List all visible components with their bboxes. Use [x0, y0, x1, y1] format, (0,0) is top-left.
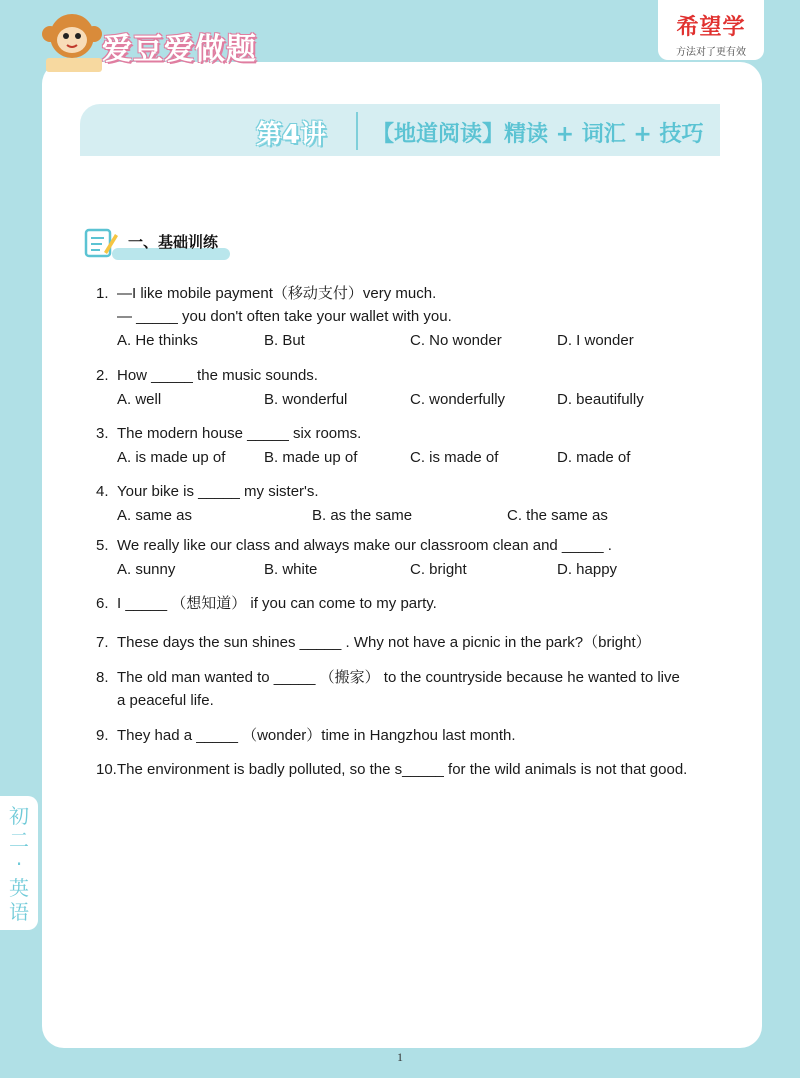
question-text: We really like our class and always make our classroom clean and _____ .: [117, 537, 612, 554]
question-number: 8.: [96, 669, 109, 686]
side-tab-char: 语: [9, 900, 29, 924]
option-c: C. bright: [410, 561, 467, 578]
side-tab-char: 英: [9, 876, 29, 900]
option-b: B. wonderful: [264, 391, 348, 408]
question-text: How _____ the music sounds.: [117, 367, 318, 384]
question-text: The modern house _____ six rooms.: [117, 425, 362, 442]
option-b: B. made up of: [264, 449, 358, 466]
logo-title: 爱豆爱做题: [102, 32, 257, 67]
side-tab-char: 二: [9, 828, 29, 852]
option-a: A. well: [117, 391, 162, 408]
question-text: a peaceful life.: [117, 692, 214, 709]
option-b: B. But: [264, 332, 305, 349]
grade-subject-tab: [0, 796, 38, 930]
option-c: C. No wonder: [410, 332, 502, 349]
side-tab-char: 初: [9, 804, 29, 828]
side-tab-char: ·: [15, 852, 23, 876]
question-number: 9.: [96, 727, 109, 744]
question-text: — _____ you don't often take your wallet with you.: [117, 308, 452, 325]
lecture-number: 第4讲: [256, 120, 327, 150]
banner-divider: [356, 112, 358, 150]
option-d: D. beautifully: [557, 391, 644, 408]
question-text: —I like mobile payment（移动支付）very much.: [117, 285, 437, 302]
option-d: D. made of: [557, 449, 631, 466]
question-text: These days the sun shines _____ . Why not have a picnic in the park?（bright）: [117, 634, 651, 651]
monkey-mascot-icon: [38, 8, 108, 78]
section-header: [84, 226, 244, 266]
question-number: 7.: [96, 634, 109, 651]
brand-tab: [658, 0, 764, 60]
brand-slogan: 方法对了更有效: [676, 47, 746, 58]
question-number: 5.: [96, 537, 109, 554]
section-title: 一、基础训练: [128, 233, 219, 251]
question-number: 3.: [96, 425, 109, 442]
lecture-topic: 【地道阅读】精读 + 词汇 + 技巧: [372, 122, 704, 147]
option-a: A. He thinks: [117, 332, 198, 349]
option-b: B. as the same: [312, 507, 413, 524]
question-number: 1.: [96, 285, 109, 302]
question-text: I _____ （想知道） if you can come to my party.: [117, 595, 437, 612]
page-number: 1: [397, 1050, 403, 1064]
option-c: C. wonderfully: [410, 391, 506, 408]
question-number: 10.: [96, 761, 117, 778]
logo: [38, 8, 308, 78]
option-d: D. I wonder: [557, 332, 634, 349]
option-a: A. same as: [117, 507, 193, 524]
question-number: 6.: [96, 595, 109, 612]
option-c: C. the same as: [507, 507, 608, 524]
option-a: A. is made up of: [117, 449, 226, 466]
option-b: B. white: [264, 561, 318, 578]
question-text: The old man wanted to _____ （搬家） to the countryside because he wanted to live: [117, 669, 680, 686]
question-text: The environment is badly polluted, so the s_____ for the wild animals is not that good.: [117, 761, 688, 778]
option-d: D. happy: [557, 561, 618, 578]
question-number: 4.: [96, 483, 109, 500]
question-number: 2.: [96, 367, 109, 384]
option-c: C. is made of: [410, 449, 499, 466]
lecture-banner: [80, 104, 720, 156]
brand-name: 希望学: [676, 15, 746, 40]
question-text: They had a _____ （wonder）time in Hangzhou last month.: [117, 727, 516, 744]
option-a: A. sunny: [117, 561, 176, 578]
question-text: Your bike is _____ my sister's.: [117, 483, 319, 500]
